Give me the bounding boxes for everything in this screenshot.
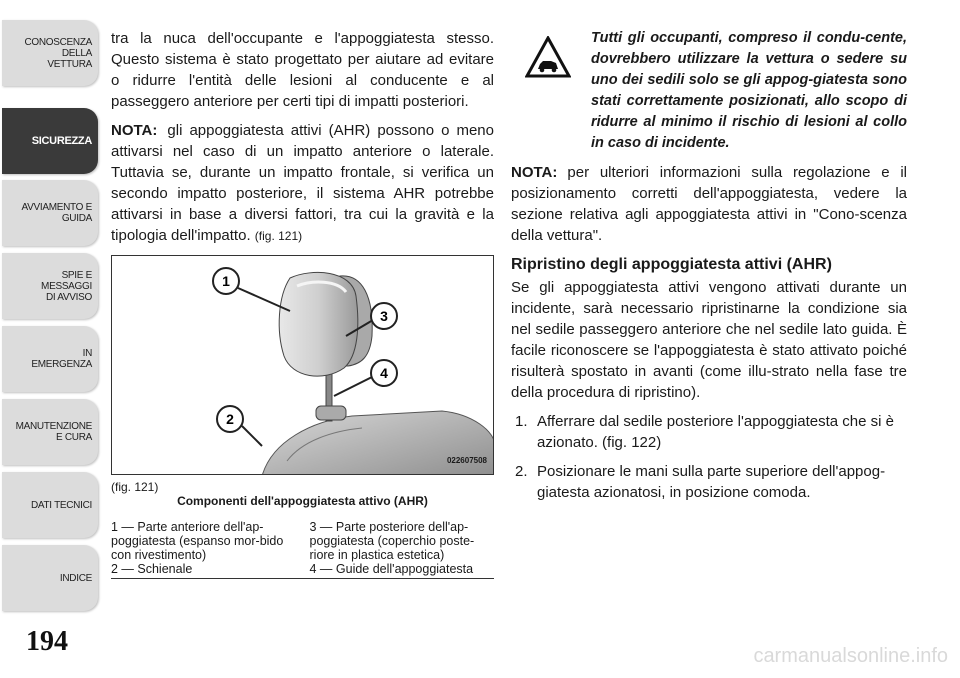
tab-manutenzione[interactable]: MANUTENZIONE E CURA [2, 399, 98, 465]
nota-paragraph-right [511, 162, 907, 246]
headrest-illustration [112, 256, 494, 475]
headrest-figure [111, 255, 494, 475]
right-column [511, 28, 907, 511]
nota-paragraph [111, 120, 494, 247]
figure-legend [111, 520, 494, 579]
callout-4 [371, 360, 397, 386]
svg-text:4: 4 [380, 365, 388, 381]
figure-caption-ref: (fig. 121) [111, 480, 159, 494]
page-number: 194 [26, 626, 68, 657]
chapter-sidebar [0, 0, 100, 678]
warning-box [511, 28, 907, 154]
nota-label: NOTA: [111, 122, 158, 139]
intro-paragraph: tra la nuca dell'occupante e l'appoggiatesta stesso. Questo sistema è stato progettato per aiutare ad evitare o ridurre l'entità delle lesioni al conducente e al passeggero anteriore per certi tipi di impatti posteriori. [111, 30, 494, 110]
tab-indice[interactable]: INDICE [2, 545, 98, 611]
step-number: 1. [515, 413, 528, 430]
svg-text:1: 1 [222, 273, 230, 289]
step-number: 2. [515, 463, 528, 480]
legend-item: 2 — Schienale [111, 562, 193, 576]
figure-code: 022607508 [446, 456, 487, 465]
tab-conoscenza-vettura[interactable]: CONOSCENZA DELLA VETTURA [2, 20, 98, 86]
left-column [111, 28, 494, 579]
warning-text: Tutti gli occupanti, compreso il condu-cente, dovrebbero utilizzare la vettura o sedere su uno dei sedili solo se gli appog-giatesta sono stati correttamente posizionati, allo scopo di ridurre al minimo il rischio di lesioni al collo in caso di incidente. [591, 30, 907, 151]
tab-avviamento-guida[interactable]: AVVIAMENTO E GUIDA [2, 180, 98, 246]
nota-label-right: NOTA: [511, 164, 558, 181]
step-item [511, 411, 907, 453]
tab-sicurezza[interactable]: SICUREZZA [2, 108, 98, 174]
legend-item: 4 — Guide dell'appoggiatesta [309, 562, 474, 576]
tab-dati-tecnici[interactable]: DATI TECNICI [2, 472, 98, 538]
callout-2 [217, 406, 243, 432]
figure-title: Componenti dell'appoggiatesta attivo (AHR) [177, 494, 428, 508]
legend-item: 1 — Parte anteriore dell'ap-poggiatesta (espanso mor-bido con rivestimento) [111, 520, 284, 562]
callout-1 [213, 268, 239, 294]
section-paragraph: Se gli appoggiatesta attivi vengono attivati durante un incidente, sarà necessario ripristinarne la condizione sia nel sedile passeggero anteriore che nel sedile lato guida. È facile riconoscere se l'appoggiatesta è stato attivato poiché risulterà spostato in avanti (come illu-strato nella fase tre della procedura di ripristino). [511, 279, 907, 401]
nota-text-right: per ulteriori informazioni sulla regolazione e il posizionamento corretti dell'appoggiatesta, vedere la sezione relativa agli appoggiatesta attivi in "Cono-scenza della vettura". [511, 164, 907, 244]
svg-text:2: 2 [226, 411, 234, 427]
tab-emergenza[interactable]: IN EMERGENZA [2, 326, 98, 392]
fig-reference: (fig. 121) [254, 229, 303, 243]
step-text: Posizionare le mani sulla parte superiore dell'appog-giatesta azionatosi, in posizione comoda. [537, 463, 886, 501]
section-title: Ripristino degli appoggiatesta attivi (AHR) [511, 256, 832, 273]
svg-text:3: 3 [380, 308, 388, 324]
steps-list [511, 411, 907, 503]
watermark: carmanualsonline.info [753, 645, 948, 667]
step-text: Afferrare dal sedile posteriore l'appoggiatesta che si è azionato. (fig. 122) [537, 413, 894, 451]
warning-triangle-icon [525, 36, 571, 78]
callout-3 [371, 303, 397, 329]
legend-item: 3 — Parte posteriore dell'ap-poggiatesta (coperchio poste-riore in plastica estetica) [309, 520, 475, 562]
tab-spie-messaggi[interactable]: SPIE E MESSAGGI DI AVVISO [2, 253, 98, 319]
nota-text: gli appoggiatesta attivi (AHR) possono o meno attivarsi nel caso di un impatto anteriore o laterale. Tuttavia se, durante un impatto frontale, si verifica un secondo impatto posteriore, il sistema AHR potrebbe attivarsi in base a diversi fattori, tra cui la gravità e la tipologia dell'impatto. [111, 122, 494, 244]
step-item [511, 461, 907, 503]
